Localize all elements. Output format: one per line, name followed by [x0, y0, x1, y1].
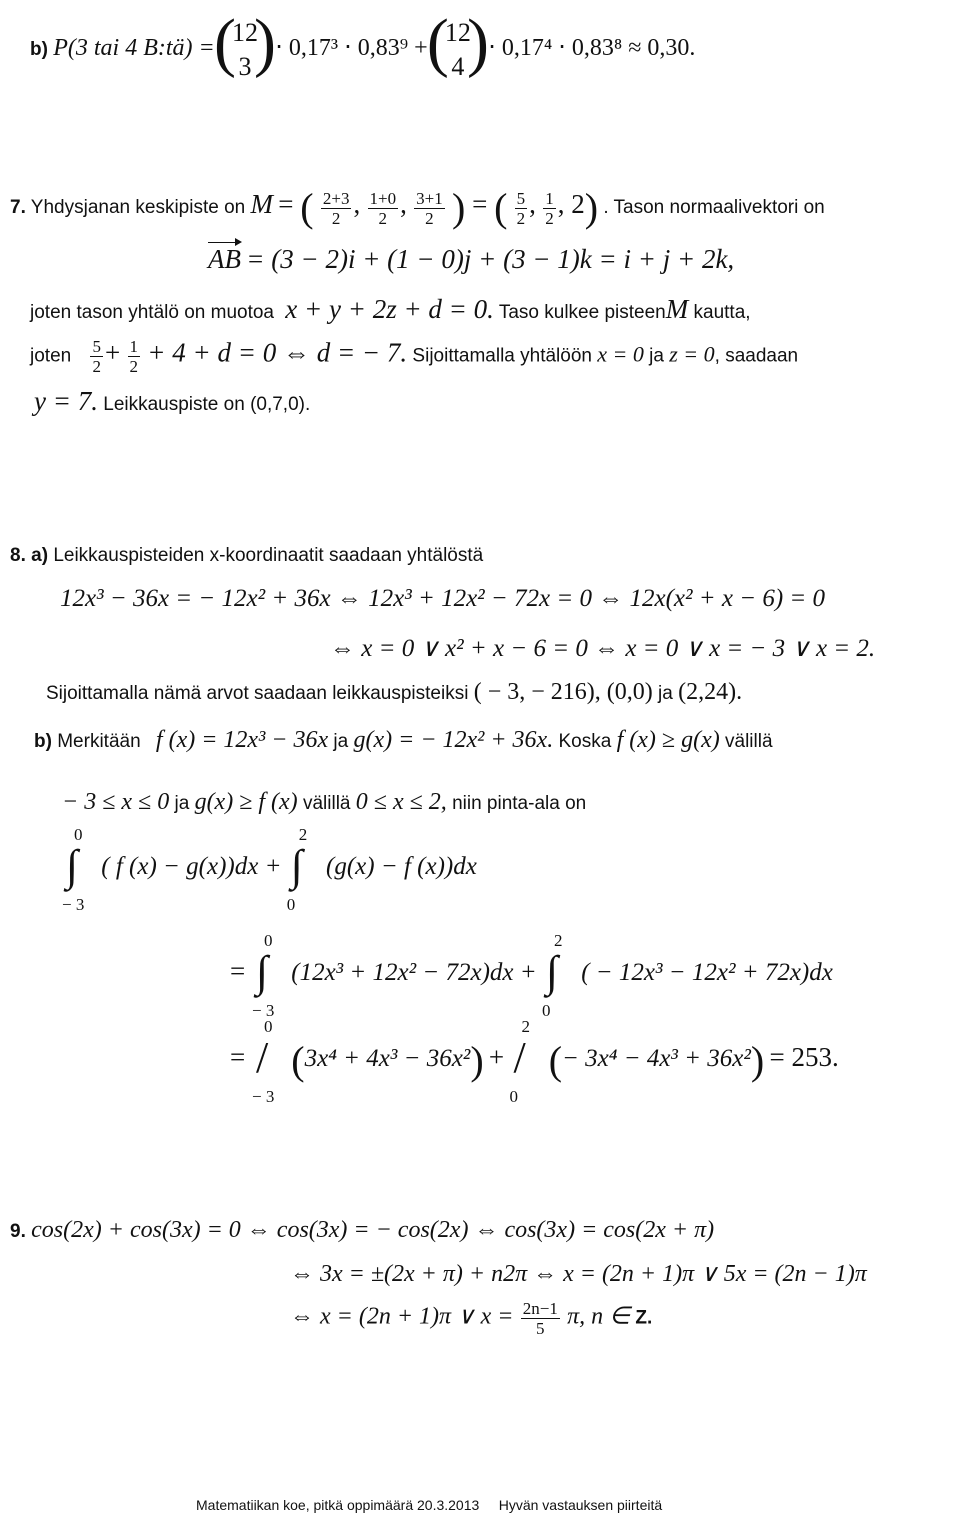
task8-eq1: 12x³ − 36x = − 12x² + 36x ⇔ 12x³ + 12x² − 72x = 0 ⇔ 12x(x² + x − 6) = 0 — [60, 585, 826, 612]
prob-term2: ⋅ 0,17⁴ ⋅ 0,83⁸ ≈ 0,30. — [488, 34, 696, 61]
task7-d-line: joten $\frac{5}{2}$ + $\frac{1}{2}$ + 4 + d = 0 ⇔ d = − 7. Sijoittamalla yhtälöön x = 0 ja z = 0, saadaan — [30, 337, 799, 376]
binomial-12-3: ( 12 3 ) — [214, 6, 276, 81]
plane-equation: x + y + 2z + d = 0. — [285, 294, 494, 324]
fraction: $\frac{5}{2}$ — [92, 337, 101, 376]
fraction: $\frac{1+0}{2}$ — [369, 188, 397, 228]
fraction: $\frac{5}{2}$ — [516, 188, 526, 228]
d-equation: + 4 + d = 0 ⇔ d = − 7. — [147, 337, 408, 368]
fraction: $\frac{3+1}{2}$ — [416, 188, 443, 228]
task9-number: 9. — [10, 1221, 26, 1242]
fraction: $\frac{2n-1}{5}$ — [522, 1299, 558, 1338]
task8-eq2: ⇔ x = 0 ∨ x² + x − 6 = 0 ⇔ x = 0 ∨ x = − 3 ∨ x = 2. — [330, 635, 876, 662]
fraction: $\frac{1}{2}$ — [129, 337, 138, 376]
task8-substitution: = 0 / − 3 (3x⁴ + 4x³ − 36x²) + 2 / 0 (− 3x⁴ − 4x³ + 36x²) = 253. — [230, 1017, 839, 1106]
substitution-bar: 0 / − 3 — [251, 1017, 275, 1106]
prob-lhs: P(3 tai 4 B:tä) = — [53, 34, 215, 61]
task8-number: 8. — [10, 545, 26, 566]
task9-line3: ⇔ x = (2n + 1)π ∨ x = $\frac{2n-1}{5}$ π, n ∈ Z. — [290, 1299, 653, 1338]
task7-number: 7. — [10, 197, 26, 219]
task8-range-line: − 3 ≤ x ≤ 0 ja g(x) ≥ f (x) välillä 0 ≤ x ≤ 2, niin pinta-ala on — [62, 789, 587, 815]
task7-plane-line: joten tason yhtälö on muotoa x + y + 2z + d = 0. Taso kulkee pisteenM kautta, — [30, 294, 751, 324]
integral-sign: 0 ∫ − 3 — [251, 931, 275, 1020]
integral-sign: 2 ∫ 0 — [286, 825, 308, 914]
task7-y-line: y = 7. Leikkauspiste on (0,7,0). — [34, 386, 311, 416]
task8-heading: 8. a) Leikkauspisteiden x-koordinaatit saadaan yhtälöstä — [10, 545, 484, 566]
task7-line1: 7. Yhdysjanan keskipiste on M = ( $\frac{2+3}{2}$ , $\frac{1+0}{2}$ , $\frac{3+1}{2}$ ) = ( $\frac{5}{2}$ , $\frac{1}{2}$ , 2) . Tason normaalivektori on — [10, 185, 825, 230]
prob-term1: ⋅ 0,17³ ⋅ 0,83⁹ + — [275, 34, 428, 61]
vector-ab-label: AB — [208, 244, 241, 274]
task7-ab-line — [208, 246, 734, 273]
task9-line2: ⇔ 3x = ±(2x + π) + n2π ⇔ x = (2n + 1)π ∨ 5x = (2n − 1)π — [290, 1261, 867, 1287]
page-footer: Matematiikan koe, pitkä oppimäärä 20.3.2013 Hyvän vastauksen piirteitä — [196, 1497, 663, 1513]
area-result: = 253. — [769, 1042, 839, 1073]
fraction: $\frac{1}{2}$ — [545, 188, 554, 228]
task8-integral-setup: 0 ∫ − 3 ( f (x) − g(x))dx + 2 ∫ 0 (g(x) − f (x))dx — [62, 825, 477, 914]
prob-line — [30, 6, 696, 84]
task9-line1: 9. cos(2x) + cos(3x) = 0 ⇔ cos(3x) = − cos(2x) ⇔ cos(3x) = cos(2x + π) — [10, 1217, 715, 1243]
ab-equation: = (3 − 2)i + (1 − 0)j + (3 − 1)k = i + j + 2k, — [246, 244, 735, 274]
integral-sign: 2 ∫ 0 — [541, 931, 563, 1020]
substitution-bar: 2 / 0 — [509, 1017, 530, 1106]
task8-integral-expanded: = 0 ∫ − 3 (12x³ + 12x² − 72x)dx + 2 ∫ 0 ( − 12x³ − 12x² + 72x)dx — [230, 931, 833, 1020]
b-label: b) — [30, 38, 48, 60]
fraction: $\frac{2+3}{2}$ — [322, 188, 350, 228]
integral-sign: 0 ∫ − 3 — [62, 825, 85, 914]
binomial-12-4: ( 12 4 ) — [426, 6, 489, 81]
task8-points: Sijoittamalla nämä arvot saadaan leikkauspisteiksi ( − 3, − 216), (0,0) ja (2,24). — [46, 679, 743, 705]
task8-b-line: b) Merkitään f (x) = 12x³ − 36x ja g(x) = − 12x² + 36x. Koska f (x) ≥ g(x) välillä — [34, 727, 773, 753]
